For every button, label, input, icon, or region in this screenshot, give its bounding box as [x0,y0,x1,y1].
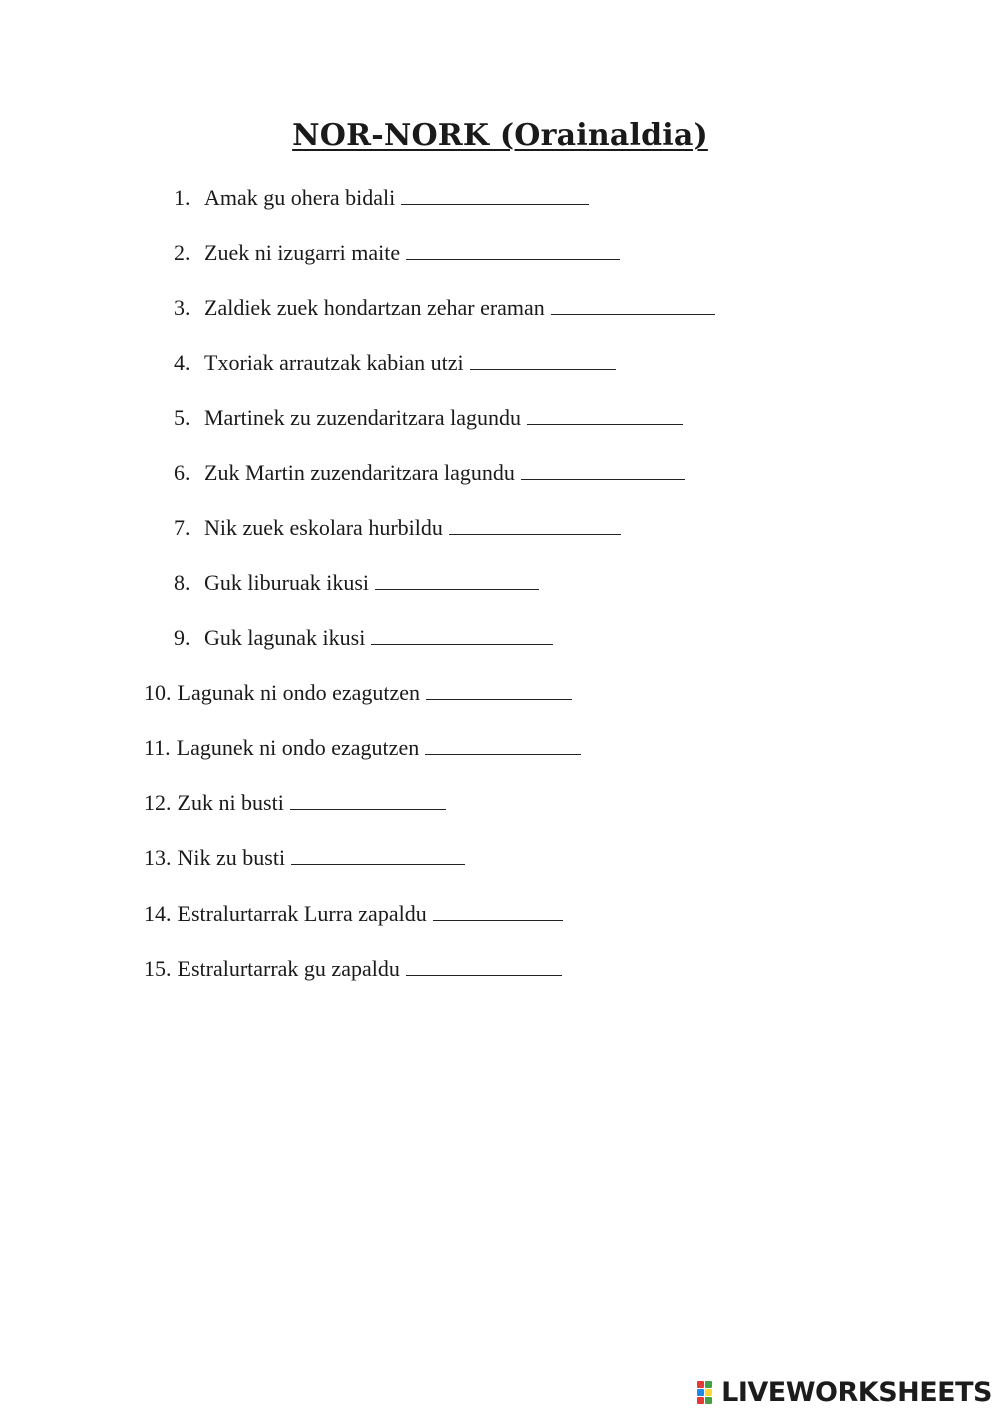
item-sentence: Zuek ni izugarri maite [204,240,401,265]
item-sentence: Guk lagunak ikusi [204,625,366,650]
exercise-item-1 [174,184,589,211]
answer-blank[interactable] [371,624,553,645]
answer-blank[interactable] [470,349,616,370]
liveworksheets-logo [697,1377,992,1407]
item-sentence: Txoriak arrautzak kabian utzi [204,350,464,375]
item-sentence: Nik zuek eskolara hurbildu [204,515,443,540]
item-sentence: Guk liburuak ikusi [204,570,369,595]
exercise-item-12 [144,789,446,816]
item-number: 4. [174,350,191,375]
answer-blank[interactable] [291,844,465,865]
item-number: 7. [174,515,191,540]
exercise-item-7 [174,514,621,541]
answer-blank[interactable] [425,734,581,755]
item-sentence: Zuk ni busti [177,790,284,815]
answer-blank[interactable] [401,184,589,205]
item-number: 10. [144,680,172,705]
exercise-item-3 [174,294,715,321]
logo-square-green-2 [705,1397,712,1404]
logo-square-green [705,1381,712,1388]
exercise-item-15 [144,955,562,982]
answer-blank[interactable] [449,514,621,535]
item-number: 12. [144,790,172,815]
logo-square-red [697,1381,704,1388]
liveworksheets-logo-icon [697,1379,719,1405]
item-sentence: Amak gu ohera bidali [204,185,396,210]
item-sentence: Martinek zu zuzendaritzara lagundu [204,405,522,430]
exercise-item-14 [144,900,563,927]
item-number: 9. [174,625,191,650]
item-number: 14. [144,901,172,926]
item-sentence: Nik zu busti [177,845,286,870]
item-number: 15. [144,956,172,981]
exercise-item-2 [174,239,620,266]
item-number: 5. [174,405,191,430]
answer-blank[interactable] [406,239,620,260]
item-number: 6. [174,460,191,485]
answer-blank[interactable] [406,955,562,976]
exercise-item-4 [174,349,616,376]
answer-blank[interactable] [290,789,446,810]
item-number: 13. [144,845,172,870]
item-sentence: Lagunek ni ondo ezagutzen [176,735,420,760]
item-number: 3. [174,295,191,320]
item-sentence: Zuk Martin zuzendaritzara lagundu [204,460,515,485]
liveworksheets-brand-text: LIVEWORKSHEETS [721,1376,992,1408]
exercise-item-10 [144,679,572,706]
item-number: 8. [174,570,191,595]
logo-square-blue [697,1389,704,1396]
exercise-item-5 [174,404,683,431]
exercise-item-11 [144,734,581,761]
exercise-item-6 [174,459,685,486]
exercise-item-8 [174,569,539,596]
item-number: 2. [174,240,191,265]
logo-square-red-2 [697,1397,704,1404]
answer-blank[interactable] [433,900,563,921]
item-sentence: Estralurtarrak gu zapaldu [177,956,400,981]
item-number: 1. [174,185,191,210]
answer-blank[interactable] [551,294,715,315]
answer-blank[interactable] [521,459,685,480]
item-number: 11. [144,735,171,760]
exercise-item-9 [174,624,553,651]
item-sentence: Estralurtarrak Lurra zapaldu [177,901,427,926]
answer-blank[interactable] [426,679,572,700]
answer-blank[interactable] [527,404,683,425]
answer-blank[interactable] [375,569,539,590]
worksheet-title: NOR-NORK (Orainaldia) [292,118,708,153]
item-sentence: Lagunak ni ondo ezagutzen [177,680,421,705]
item-sentence: Zaldiek zuek hondartzan zehar eraman [204,295,545,320]
logo-square-yellow [705,1389,712,1396]
exercise-item-13 [144,844,465,871]
